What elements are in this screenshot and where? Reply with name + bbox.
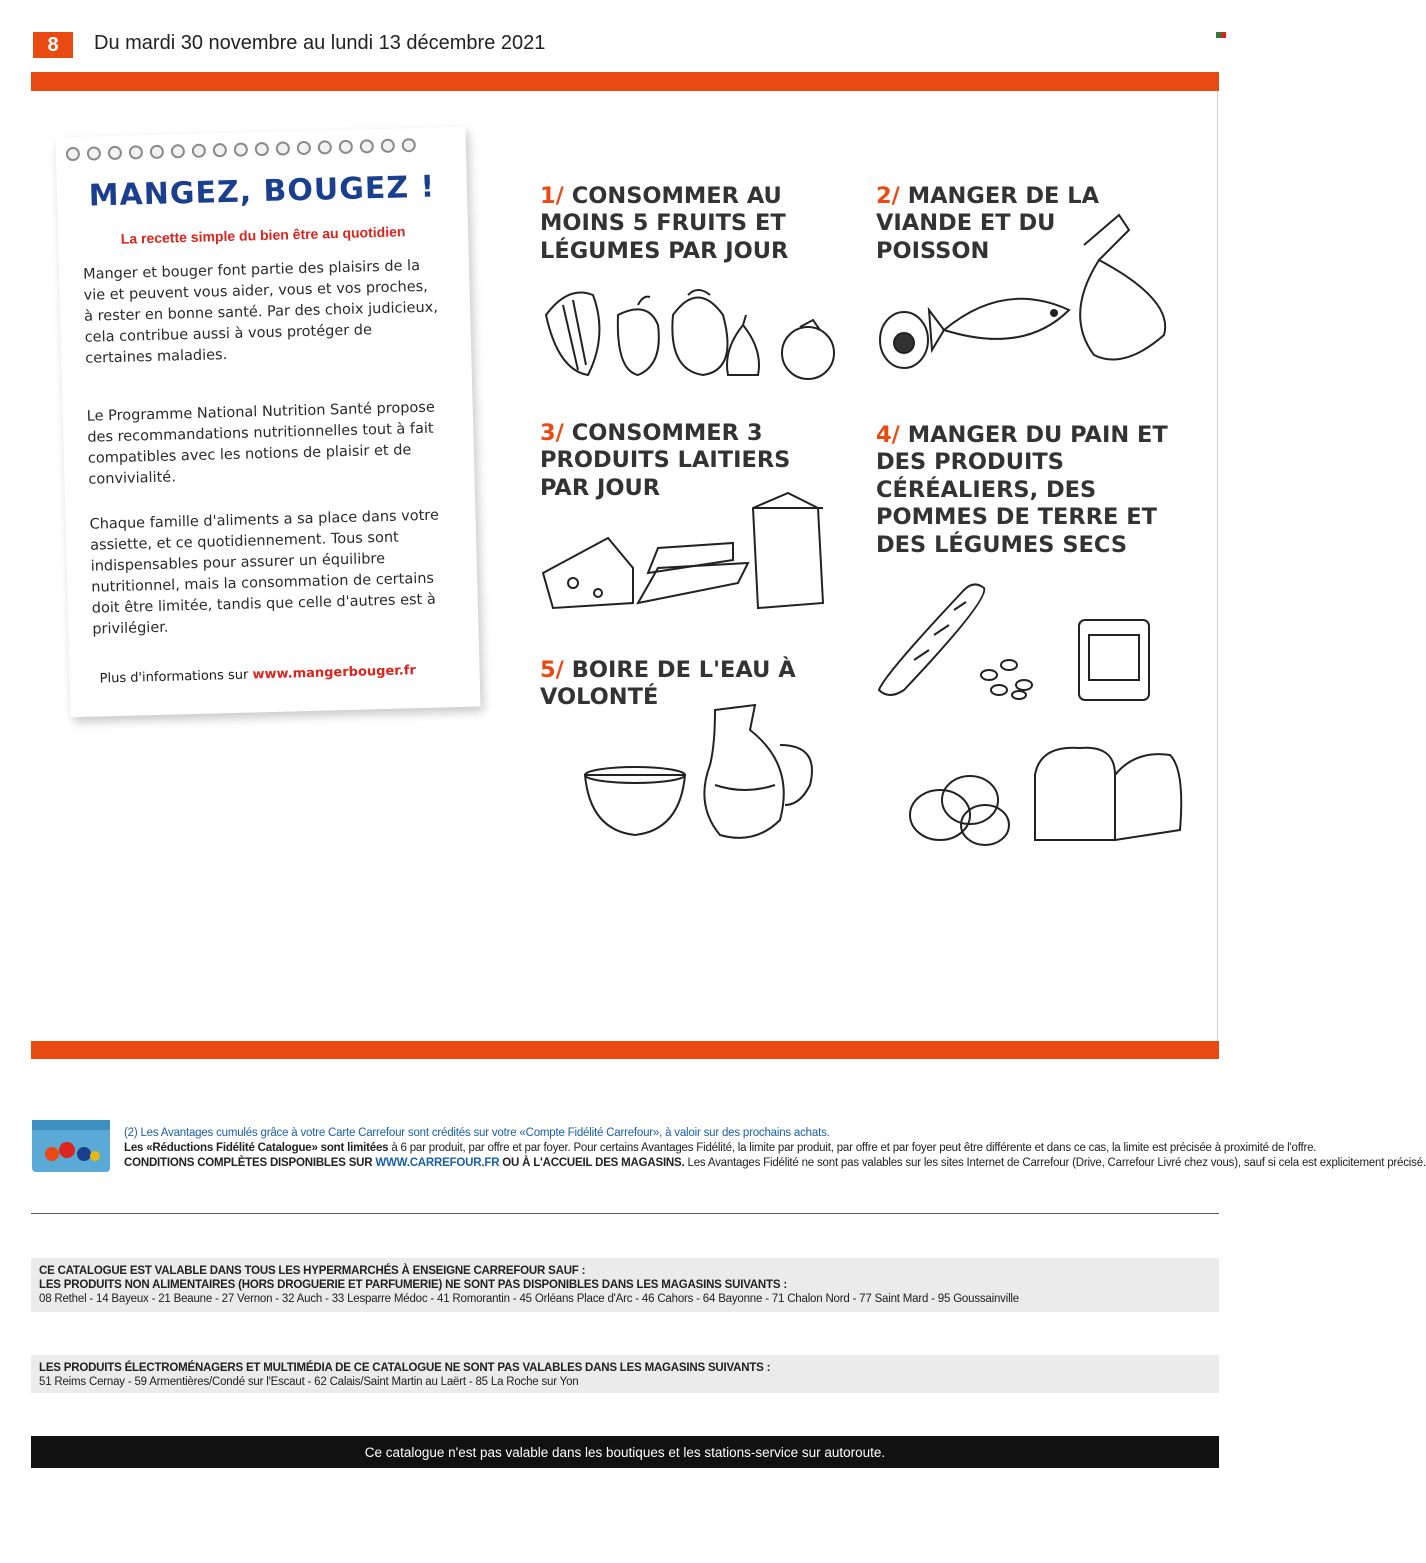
- bottom-orange-bar: [31, 1041, 1219, 1059]
- dairy-illustration: [538, 488, 838, 628]
- mangerbouger-link[interactable]: www.mangerbouger.fr: [252, 663, 417, 683]
- legal-line-3: [124, 1157, 1426, 1169]
- ring-icon: [297, 141, 311, 155]
- tomato-icon: [782, 327, 834, 379]
- exclusion-subheading: LES PRODUITS NON ALIMENTAIRES (HORS DROGUERIE ET PARFUMERIE) NE SONT PAS DISPONIBLES DANS LES MAGASINS SUIVANTS :: [39, 1279, 787, 1291]
- meat-fish-illustration: [874, 205, 1174, 375]
- ring-icon: [150, 145, 164, 159]
- recommendation-4: [876, 422, 1206, 559]
- notebook-card: [55, 127, 480, 718]
- ring-icon: [276, 141, 290, 155]
- milk-carton-icon: [753, 493, 823, 608]
- electronics-exclusions-box: [31, 1355, 1219, 1393]
- carrefour-card-icon: [32, 1120, 110, 1172]
- reco-text: MANGER DE LA VIANDE ET DU POISSON: [876, 183, 1099, 264]
- flag-icon: [1216, 32, 1226, 38]
- date-range: Du mardi 30 novembre au lundi 13 décembre 2021: [94, 32, 546, 54]
- potato-icon: [910, 790, 970, 840]
- ring-icon: [171, 144, 185, 158]
- divider: [31, 1213, 1219, 1214]
- page-number: 8: [33, 32, 73, 58]
- legal-text: à 6 par produit, par offre et par foyer. Pour certains Avantages Fidélité, la limite par produit, par offre et par foyer peut être différente et dans ce cas, la limite est précisée à proximité de l'offre.: [388, 1142, 1317, 1154]
- water-illustration: [555, 705, 835, 855]
- note-paragraph: Chaque famille d'aliments a sa place dans votre assiette, et ce quotidiennement. Tous sont indispensables pour assurer un équilibre nutritionnel, mais la consommation de certains doit être limitée, tandis que celle d'autres est à privilégier.: [89, 507, 440, 638]
- ring-icon: [318, 140, 332, 154]
- ham-bone-icon: [1084, 215, 1129, 260]
- note-paragraph: Manger et bouger font partie des plaisirs de la vie et peuvent vous aider, vous et vos proches, à rester en bonne santé. Par des choix judicieux, cela contribue aussi à vous protéger de certaines maladies.: [82, 257, 439, 367]
- ring-icon: [339, 140, 353, 154]
- note-paragraph: Le Programme National Nutrition Santé propose des recommandations nutritionnelles tout à fait compatibles avec les notions de plaisir et de convivialité.: [86, 399, 435, 488]
- butter-icon: [638, 563, 748, 603]
- potatoes-bread-illustration: [905, 740, 1190, 850]
- legal-bold: Les «Réductions Fidélité Catalogue» sont limitées: [124, 1142, 389, 1154]
- reco-text: CONSOMMER AU MOINS 5 FRUITS ET LÉGUMES PAR JOUR: [540, 183, 789, 264]
- ring-icon: [129, 145, 143, 159]
- ring-icon: [213, 143, 227, 157]
- reco-number: 5/: [540, 657, 564, 683]
- note-title: MANGEZ, BOUGEZ !: [88, 169, 436, 214]
- reco-number: 3/: [540, 420, 564, 446]
- ring-icon: [402, 138, 416, 152]
- water-jug-icon: [704, 705, 783, 838]
- pepper-icon: [618, 309, 659, 375]
- spiral-rings: [66, 138, 416, 161]
- reco-number: 2/: [876, 183, 900, 209]
- recommendation-1: [540, 183, 840, 265]
- legal-line-2: [124, 1142, 1316, 1154]
- ring-icon: [381, 139, 395, 153]
- more-info-prefix: Plus d'informations sur: [99, 667, 253, 687]
- ring-icon: [87, 146, 101, 160]
- legal-text: Les Avantages Fidélité ne sont pas valables sur les sites Internet de Carrefour (Drive, Carrefour Livré chez vous), sauf si cela est explicitement précisé.: [684, 1157, 1426, 1169]
- bread-cereals-illustration: [874, 580, 1174, 700]
- legal-bold: CONDITIONS COMPLÈTES DISPONIBLES SUR: [124, 1157, 376, 1169]
- ring-icon: [234, 142, 248, 156]
- reco-text: BOIRE DE L'EAU À VOLONTÉ: [540, 657, 796, 711]
- reco-number: 4/: [876, 422, 900, 448]
- store-list: 51 Reims Cernay - 59 Armentières/Condé sur l'Escaut - 62 Calais/Saint Martin au Laërt - 85 La Roche sur Yon: [39, 1376, 579, 1388]
- bread-loaf-icon: [1035, 748, 1115, 840]
- ring-icon: [108, 146, 122, 160]
- fruits-vegetables-illustration: [538, 275, 843, 385]
- pear-icon: [727, 325, 759, 375]
- more-info: [99, 663, 416, 686]
- reco-number: 1/: [540, 183, 564, 209]
- exclusion-heading: CE CATALOGUE EST VALABLE DANS TOUS LES HYPERMARCHÉS À ENSEIGNE CARREFOUR SAUF :: [39, 1265, 586, 1277]
- ring-icon: [192, 144, 206, 158]
- ring-icon: [360, 139, 374, 153]
- baguette-icon: [879, 584, 984, 695]
- highway-notice: Ce catalogue n'est pas valable dans les boutiques et les stations-service sur autoroute.: [31, 1436, 1219, 1468]
- reco-text: MANGER DU PAIN ET DES PRODUITS CÉRÉALIERS, DES POMMES DE TERRE ET DES LÉGUMES SECS: [876, 422, 1168, 558]
- carrefour-link[interactable]: WWW.CARREFOUR.FR: [375, 1157, 500, 1169]
- ring-icon: [255, 142, 269, 156]
- reco-text: CONSOMMER 3 PRODUITS LAITIERS PAR JOUR: [540, 420, 791, 501]
- exclusion-heading: LES PRODUITS ÉLECTROMÉNAGERS ET MULTIMÉDIA DE CE CATALOGUE NE SONT PAS VALABLES DANS LES MAGASINS SUIVANTS :: [39, 1362, 771, 1374]
- ring-icon: [66, 147, 80, 161]
- eggplant-icon: [672, 298, 727, 376]
- bean-icon: [981, 670, 997, 680]
- frame-border: [1217, 91, 1218, 1041]
- store-exclusions-box: [31, 1258, 1219, 1312]
- legal-line-1: (2) Les Avantages cumulés grâce à votre Carte Carrefour sont crédités sur votre «Compte Fidélité Carrefour», à valoir sur des prochains achats.: [124, 1127, 830, 1139]
- legal-bold: OU À L'ACCUEIL DES MAGASINS.: [499, 1157, 685, 1169]
- top-orange-bar: [31, 72, 1219, 91]
- note-subtitle: La recette simple du bien être au quotidien: [120, 223, 406, 247]
- ham-icon: [1080, 260, 1165, 360]
- fish-icon: [944, 299, 1069, 339]
- recommendation-5: [540, 657, 840, 712]
- cheese-icon: [543, 538, 633, 608]
- corn-icon: [546, 293, 599, 376]
- store-list: 08 Rethel - 14 Bayeux - 21 Beaune - 27 Vernon - 32 Auch - 33 Lesparre Médoc - 41 Romorantin - 45 Orléans Place d'Arc - 46 Cahors - 64 Bayonne - 71 Chalon Nord - 77 Saint Mard - 95 Goussainville: [39, 1293, 1019, 1305]
